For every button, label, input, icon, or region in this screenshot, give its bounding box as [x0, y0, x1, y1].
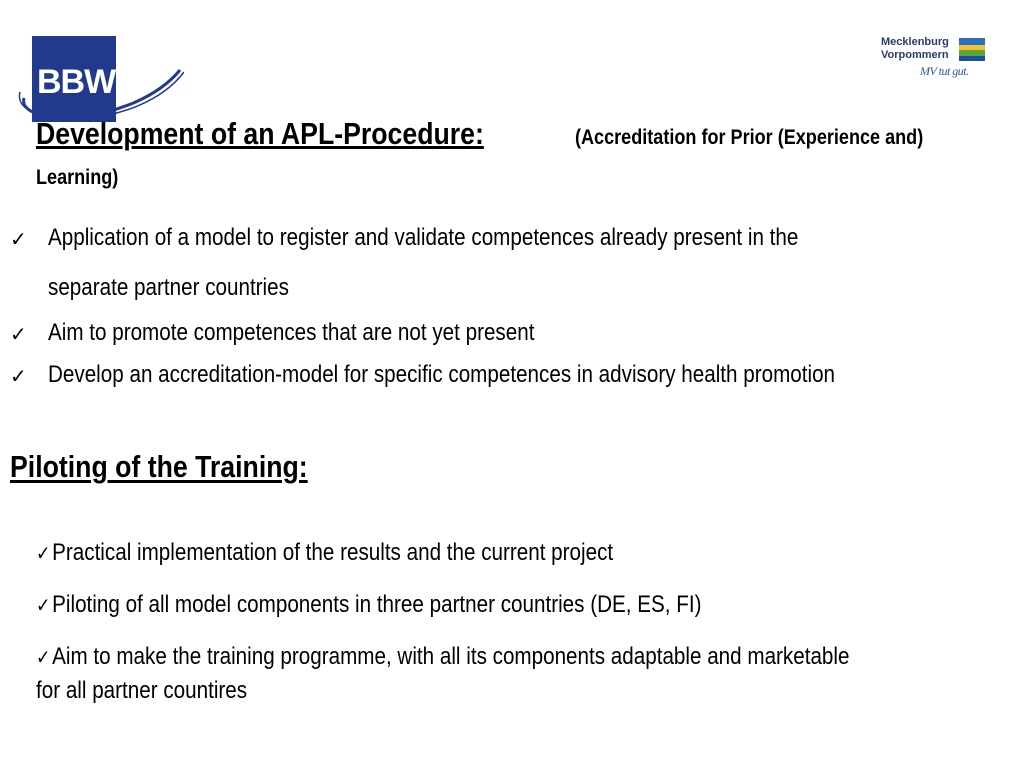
- piloting-heading: Piloting of the Training:: [10, 449, 308, 484]
- piloting-bullet-3-line2: for all partner countires: [36, 677, 248, 704]
- apl-subtitle-cont: Learning): [36, 166, 119, 189]
- apl-title: Development of an APL-Procedure:: [36, 116, 484, 151]
- mv-logo-line2: Vorpommern: [881, 49, 949, 61]
- piloting-bullet-1: [36, 539, 707, 567]
- apl-bullet-1-line1: Application of a model to register and validate competences already present in the: [48, 224, 799, 251]
- piloting-bullet-1-text: Practical implementation of the results and the current project: [52, 539, 614, 566]
- bbw-swoosh-icon: [14, 30, 184, 130]
- piloting-bullet-2: [36, 591, 810, 619]
- piloting-bullet-3-cont: [36, 677, 281, 705]
- mv-flag-icon: [958, 37, 986, 62]
- apl-bullet-1-line2: separate partner countries: [48, 274, 289, 301]
- checkmark-icon: ✓: [36, 593, 51, 617]
- checkmark-icon: ✓: [36, 645, 51, 669]
- piloting-bullet-3: [36, 643, 982, 671]
- checkmark-icon: ✓: [10, 364, 27, 388]
- checkmark-icon: ✓: [10, 227, 27, 251]
- mv-logo-slogan: MV tut gut.: [920, 64, 969, 78]
- apl-bullet-3: Develop an accreditation-model for specific competences in advisory health promotion: [48, 361, 836, 388]
- apl-heading: [36, 118, 980, 149]
- checkmark-icon: ✓: [10, 322, 27, 346]
- mv-logo: [878, 36, 990, 84]
- piloting-bullet-2-text: Piloting of all model components in three partner countries (DE, ES, FI): [52, 591, 702, 618]
- bbw-logo-text: BBW: [37, 63, 116, 101]
- apl-bullet-2: Aim to promote competences that are not yet present: [48, 319, 535, 346]
- bbw-logo: [14, 30, 184, 130]
- apl-subtitle: (Accreditation for Prior (Experience and): [575, 126, 924, 149]
- checkmark-icon: ✓: [36, 541, 51, 565]
- piloting-bullet-3-line1: Aim to make the training programme, with all its components adaptable and marketable: [52, 643, 850, 670]
- mv-logo-line1: Mecklenburg: [881, 36, 949, 48]
